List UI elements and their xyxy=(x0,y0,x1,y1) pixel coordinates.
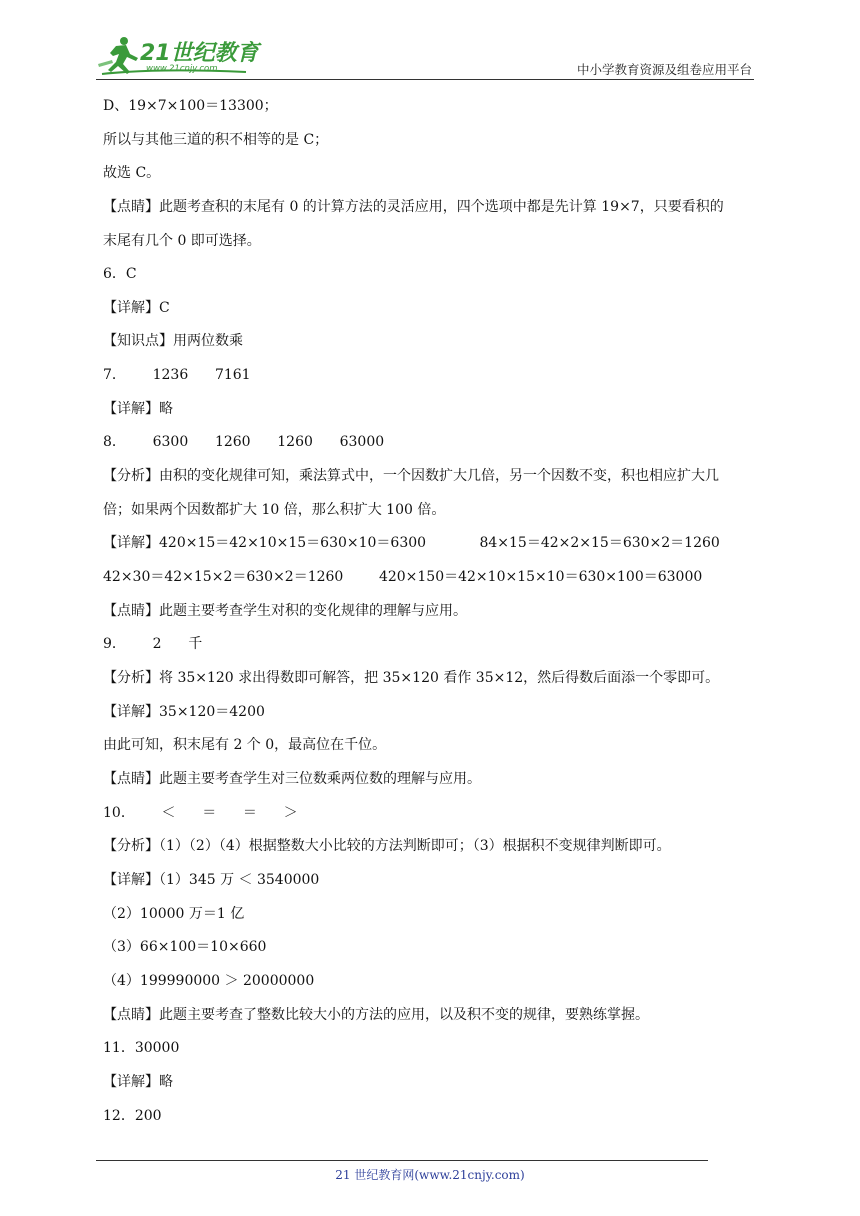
text-line: 所以与其他三道的积不相等的是 C； xyxy=(103,132,329,148)
text-line: 【详解】（1）345 万 ＜ 3540000 xyxy=(103,872,320,888)
question-number: 8． 6300 1260 1260 63000 xyxy=(103,434,385,450)
text-line: 【点睛】此题主要考查了整数比较大小的方法的应用，以及积不变的规律，要熟练掌握。 xyxy=(103,1007,649,1023)
text-line: 【分析】将 35×120 求出得数即可解答，把 35×120 看作 35×12，然后得数后面添一个零即可。 xyxy=(103,670,720,686)
text-line: 倍；如果两个因数都扩大 10 倍，那么积扩大 100 倍。 xyxy=(103,502,446,518)
text-line: D、19×7×100＝13300； xyxy=(103,98,278,114)
text-line: 【点睛】此题主要考查学生对三位数乘两位数的理解与应用。 xyxy=(103,771,481,787)
text-line: 末尾有几个 0 即可选择。 xyxy=(103,233,261,249)
logo-url: www.21cnjy.com xyxy=(146,64,218,74)
text-line: 由此可知，积末尾有 2 个 0，最高位在千位。 xyxy=(103,737,387,753)
site-logo xyxy=(96,34,276,78)
question-number: 11．30000 xyxy=(103,1040,180,1056)
question-number: 12．200 xyxy=(103,1108,162,1124)
runner-icon xyxy=(98,37,138,74)
text-line: 【知识点】用两位数乘 xyxy=(103,333,243,349)
text-line: 【详解】略 xyxy=(103,1074,173,1090)
text-line: 【详解】略 xyxy=(103,401,173,417)
text-line: 故选 C。 xyxy=(103,165,161,181)
text-line: （2）10000 万＝1 亿 xyxy=(103,906,245,922)
text-line: （4）199990000 ＞ 20000000 xyxy=(103,973,315,989)
footer-divider xyxy=(96,1160,708,1161)
text-line: （3）66×100＝10×660 xyxy=(103,939,267,955)
question-number: 10． ＜ ＝ ＝ ＞ xyxy=(103,805,298,821)
question-number: 9． 2 千 xyxy=(103,636,203,652)
text-line: 【分析】由积的变化规律可知，乘法算式中，一个因数扩大几倍，另一个因数不变，积也相应扩大几 xyxy=(103,468,719,484)
header-divider xyxy=(96,79,754,80)
logo-title: 21世纪教育 xyxy=(140,41,259,66)
text-line: 【详解】C xyxy=(103,300,170,316)
question-number: 7． 1236 7161 xyxy=(103,367,251,383)
question-number: 6．C xyxy=(103,266,137,282)
page-header xyxy=(0,0,860,82)
text-line: 【详解】35×120＝4200 xyxy=(103,704,265,720)
text-line: 【点睛】此题考查积的末尾有 0 的计算方法的灵活应用，四个选项中都是先计算 19×7，只要看积的 xyxy=(103,199,724,215)
header-platform-text: 中小学教育资源及组卷应用平台 xyxy=(576,62,752,77)
text-line: 【详解】420×15＝42×10×15＝630×10＝6300 84×15＝42×2×15＝630×2＝1260 xyxy=(103,535,720,551)
text-line: 【点睛】此题主要考查学生对积的变化规律的理解与应用。 xyxy=(103,603,467,619)
footer-source-text: 21 世纪教育网(www.21cnjy.com) xyxy=(335,1168,525,1182)
text-line: 【分析】（1）（2）（4）根据整数大小比较的方法判断即可；（3）根据积不变规律判断即可。 xyxy=(103,838,671,854)
text-line: 42×30＝42×15×2＝630×2＝1260 420×150＝42×10×15×10＝630×100＝63000 xyxy=(103,569,703,585)
